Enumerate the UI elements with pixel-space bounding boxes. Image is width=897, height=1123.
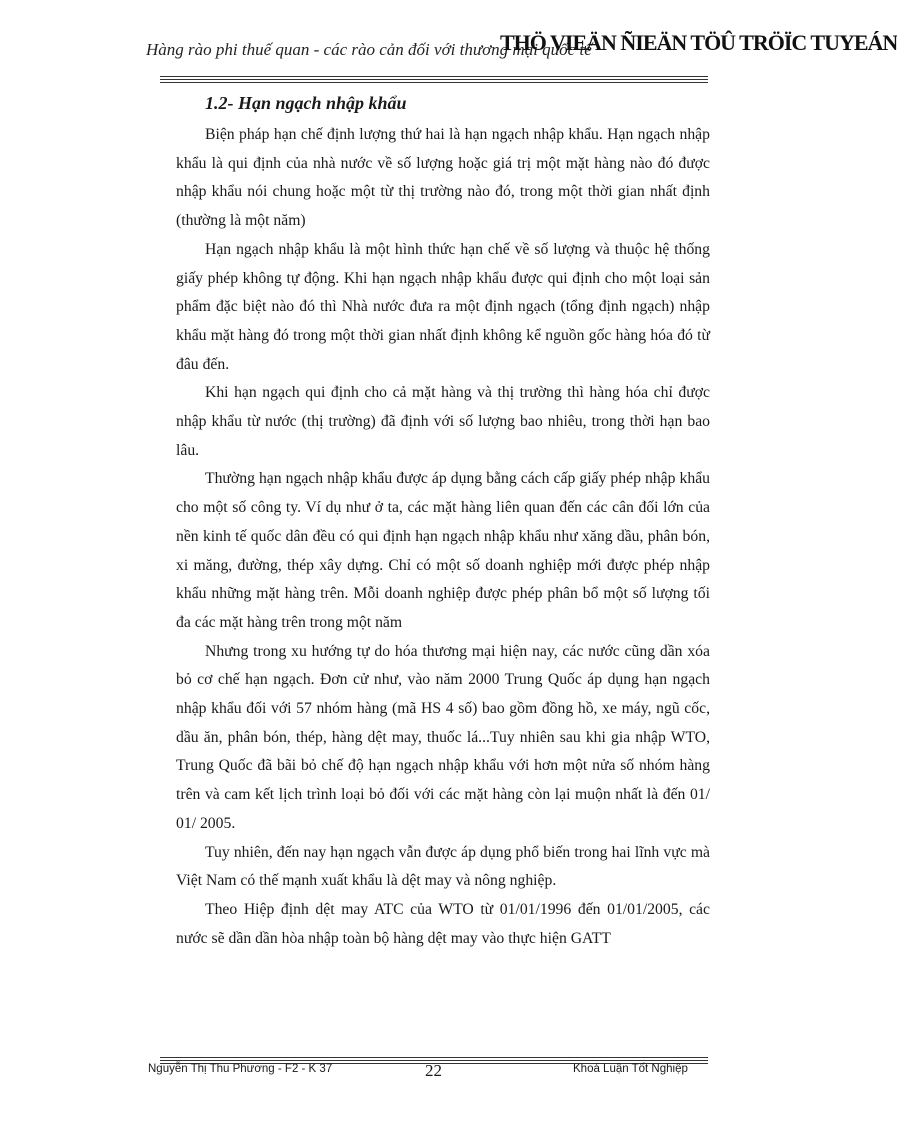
paragraph: Theo Hiệp định dệt may ATC của WTO từ 01/01/1996 đến 01/01/2005, các nước sẽ dần dần hòa nhập toàn bộ hàng dệt may vào thực hiện GATT bbox=[176, 900, 710, 947]
paragraph: Nhưng trong xu hướng tự do hóa thương mại hiện nay, các nước cũng dần xóa bỏ cơ chế hạn ngạch. Đơn cử như, vào năm 2000 Trung Quốc áp dụng hạn ngạch nhập khẩu đối với 57 nhóm hàng (mã HS 4 số) bao gồm đồng hồ, xe máy, ngũ cốc, dầu ăn, phân bón, thép, hàng dệt may, thuốc lá...Tuy nhiên sau khi gia nhập WTO, Trung Quốc đã bãi bỏ chế độ hạn ngạch nhập khẩu với hơn một nửa số nhóm hàng trên và cam kết lịch trình loại bỏ đối với các mặt hàng còn lại muộn nhất là đến 01/ 01/ 2005. bbox=[176, 642, 710, 832]
library-watermark: THÖ VIEÄN ÑIEÄN TÖÛ TRÖÏC TUYEÁN bbox=[500, 30, 897, 55]
header-subtitle: Hàng rào phi thuế quan - các rào cản đối với thương mại quốc tế bbox=[146, 40, 592, 59]
footer-author: Nguyễn Thị Thu Phương - F2 - K 37 bbox=[148, 1063, 333, 1075]
header-divider bbox=[160, 82, 708, 83]
paragraph: Khi hạn ngạch qui định cho cả mặt hàng và thị trường thì hàng hóa chỉ được nhập khẩu từ nước (thị trường) đã định với số lượng bao nhiêu, trong thời hạn bao lâu. bbox=[176, 384, 710, 459]
paragraph: Hạn ngạch nhập khẩu là một hình thức hạn chế về số lượng và thuộc hệ thống giấy phép không tự động. Khi hạn ngạch nhập khẩu được qui định cho một loại sản phẩm đặc biệt nào đó thì Nhà nước đưa ra một định ngạch (tổng định ngạch) nhập khẩu mặt hàng đó trong một thời gian nhất định không kể nguồn gốc hàng hóa đó từ đâu đến. bbox=[176, 240, 710, 373]
page-number: 22 bbox=[425, 1061, 442, 1080]
page-body bbox=[176, 90, 710, 953]
paragraph: Biện pháp hạn chế định lượng thứ hai là hạn ngạch nhập khẩu. Hạn ngạch nhập khẩu là qui định của nhà nước về số lượng hoặc giá trị một mặt hàng nào đó được nhập khẩu nói chung hoặc một từ thị trường nào đó, trong một thời gian nhất định (thường là một năm) bbox=[176, 126, 710, 230]
footer-thesis-label: Khoá Luận Tốt Nghiệp bbox=[573, 1063, 688, 1075]
paragraph: Thường hạn ngạch nhập khẩu được áp dụng bằng cách cấp giấy phép nhập khẩu cho một số công ty. Ví dụ như ở ta, các mặt hàng liên quan đến các cân đối lớn của nền kinh tế quốc dân đều có qui định hạn ngạch nhập khẩu như xăng dầu, phân bón, xi măng, đường, thép xây dựng. Chỉ có một số doanh nghiệp mới được phép nhập khẩu những mặt hàng trên. Mỗi doanh nghiệp được phép phân bổ một số lượng tối đa các mặt hàng trên trong một năm bbox=[176, 470, 710, 631]
footer-divider bbox=[160, 1057, 708, 1058]
header-divider bbox=[160, 76, 708, 77]
header-divider bbox=[160, 79, 708, 80]
paragraph: Tuy nhiên, đến nay hạn ngạch vẫn được áp dụng phổ biến trong hai lĩnh vực mà Việt Nam có thế mạnh xuất khẩu là dệt may và nông nghiệp. bbox=[176, 843, 710, 890]
section-heading: 1.2- Hạn ngạch nhập khẩu bbox=[205, 93, 407, 113]
